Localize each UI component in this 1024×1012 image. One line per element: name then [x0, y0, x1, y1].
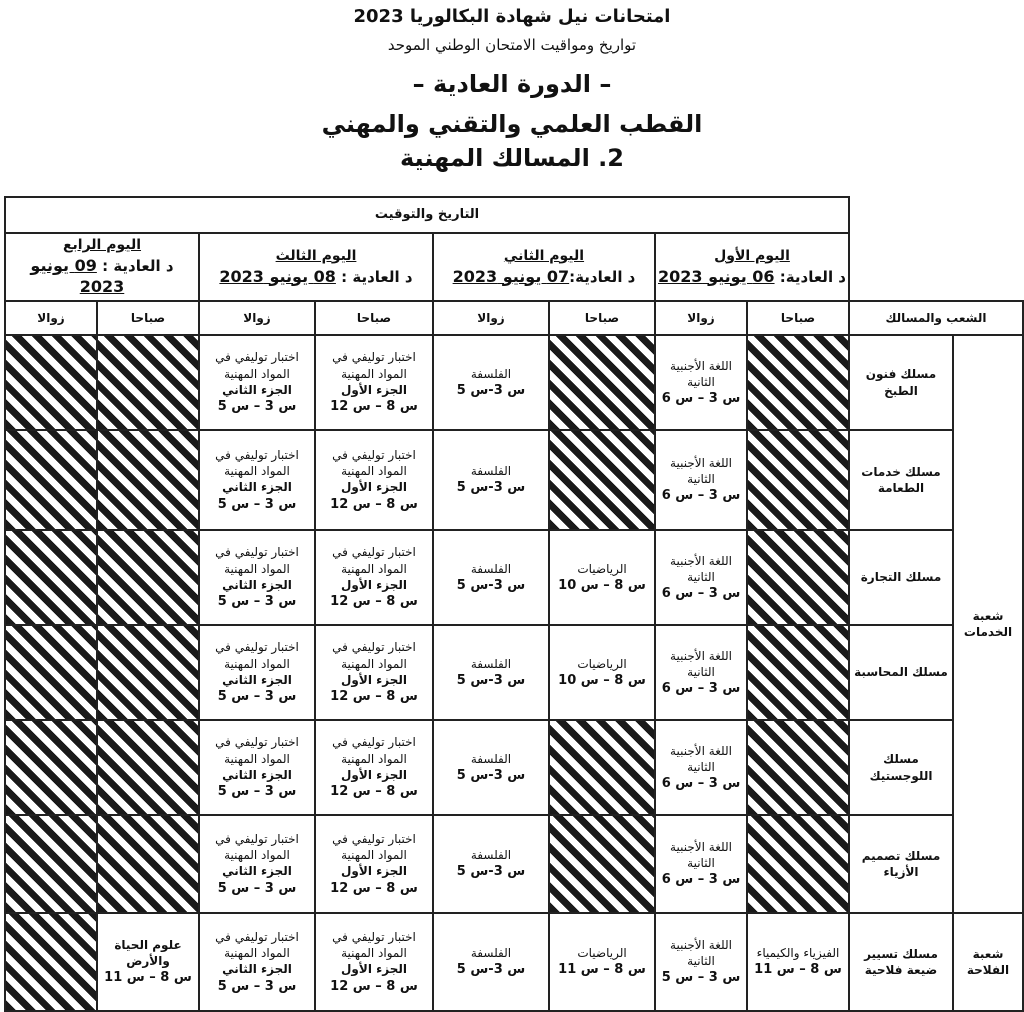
track-accounting: مسلك المحاسبة — [849, 625, 953, 720]
exam-cell: اختبار توليفي في المواد المهنية الجزء الأول س 8 – س 12 — [315, 335, 433, 430]
exam-cell: اختبار توليفي في المواد المهنية الجزء الأول س 8 – س 12 — [315, 720, 433, 815]
exam-cell: اللغة الأجنبية الثانية س 3 – س 6 — [655, 335, 747, 430]
day1-morning: صباحا — [747, 301, 849, 335]
day3-morning: صباحا — [315, 301, 433, 335]
exam-cell: الفلسفة س 3-س 5 — [433, 335, 549, 430]
empty-cell — [5, 530, 97, 625]
empty-cell — [97, 815, 199, 913]
track-commerce: مسلك التجارة — [849, 530, 953, 625]
empty-cell — [747, 430, 849, 530]
day-2-header: اليوم الثاني د العادية:07 يونيو 2023 — [433, 233, 655, 301]
exam-cell: الفلسفة س 3-س 5 — [433, 913, 549, 1011]
session-title: – الدورة العادية – — [412, 70, 612, 98]
empty-cell — [5, 720, 97, 815]
table-row — [5, 913, 1023, 1011]
schedule-table — [4, 196, 1024, 1012]
day-3-header: اليوم الثالث د العادية : 08 يونيو 2023 — [199, 233, 433, 301]
table-row — [5, 335, 1023, 430]
exam-cell: الفلسفة س 3-س 5 — [433, 720, 549, 815]
empty-cell — [97, 430, 199, 530]
empty-cell — [5, 430, 97, 530]
table-row — [5, 625, 1023, 720]
track-fashion-design: مسلك تصميم الأزياء — [849, 815, 953, 913]
empty-cell — [5, 335, 97, 430]
day-4-header: اليوم الرابع د العادية : 09 يونيو 2023 — [5, 233, 199, 301]
exam-cell: اختبار توليفي في المواد المهنية الجزء الثاني س 3 – س 5 — [199, 530, 315, 625]
branches-header: الشعب والمسالك — [849, 301, 1023, 335]
exam-cell: اللغة الأجنبية الثانية س 3 – س 6 — [655, 720, 747, 815]
track-food-services: مسلك خدمات الطعامة — [849, 430, 953, 530]
exam-cell: الرياضيات س 8 – س 10 — [549, 530, 655, 625]
exam-cell: علوم الحياة والأرض س 8 – س 11 — [97, 913, 199, 1011]
empty-cell — [747, 815, 849, 913]
day3-afternoon: زوالا — [199, 301, 315, 335]
empty-cell — [5, 815, 97, 913]
empty-cell — [549, 815, 655, 913]
exam-cell: اللغة الأجنبية الثانية س 3 – س 6 — [655, 625, 747, 720]
exam-cell: اللغة الأجنبية الثانية س 3 – س 6 — [655, 815, 747, 913]
table-row — [5, 815, 1023, 913]
table-row — [5, 530, 1023, 625]
track-logistics: مسلك اللوجستيك — [849, 720, 953, 815]
empty-cell — [747, 530, 849, 625]
exam-cell: اختبار توليفي في المواد المهنية الجزء الثاني س 3 – س 5 — [199, 815, 315, 913]
empty-cell — [5, 625, 97, 720]
empty-cell — [5, 913, 97, 1011]
exam-cell: الرياضيات س 8 – س 11 — [549, 913, 655, 1011]
empty-cell — [747, 720, 849, 815]
empty-cell — [747, 335, 849, 430]
exam-cell: الفلسفة س 3-س 5 — [433, 815, 549, 913]
exam-cell: الفلسفة س 3-س 5 — [433, 530, 549, 625]
day4-afternoon: زوالا — [5, 301, 97, 335]
exam-cell: اختبار توليفي في المواد المهنية الجزء الثاني س 3 – س 5 — [199, 335, 315, 430]
track-farm-management: مسلك تسيير ضيعة فلاحية — [849, 913, 953, 1011]
exam-cell: اختبار توليفي في المواد المهنية الجزء الثاني س 3 – س 5 — [199, 720, 315, 815]
exam-cell: اختبار توليفي في المواد المهنية الجزء الأول س 8 – س 12 — [315, 430, 433, 530]
empty-cell — [97, 335, 199, 430]
exam-cell: اختبار توليفي في المواد المهنية الجزء الأول س 8 – س 12 — [315, 625, 433, 720]
branch-services: شعبة الخدمات — [953, 335, 1023, 913]
day1-afternoon: زوالا — [655, 301, 747, 335]
exam-cell: الفيزياء والكيمياء س 8 – س 11 — [747, 913, 849, 1011]
exam-cell: الفلسفة س 3-س 5 — [433, 625, 549, 720]
exam-cell: اللغة الأجنبية الثانية س 3 – س 6 — [655, 530, 747, 625]
exam-cell: اختبار توليفي في المواد المهنية الجزء الأول س 8 – س 12 — [315, 913, 433, 1011]
empty-cell — [97, 720, 199, 815]
exam-cell: اختبار توليفي في المواد المهنية الجزء الأول س 8 – س 12 — [315, 530, 433, 625]
exam-subtitle: تواريخ ومواقيت الامتحان الوطني الموحد — [387, 36, 637, 54]
empty-cell — [747, 625, 849, 720]
table-row — [5, 720, 1023, 815]
table-row — [5, 430, 1023, 530]
exam-cell: اختبار توليفي في المواد المهنية الجزء الثاني س 3 – س 5 — [199, 625, 315, 720]
exam-cell: الرياضيات س 8 – س 10 — [549, 625, 655, 720]
day-1-header: اليوم الأول د العادية: 06 يونيو 2023 — [655, 233, 849, 301]
exam-title: امتحانات نيل شهادة البكالوريا 2023 — [353, 6, 671, 27]
empty-cell — [549, 335, 655, 430]
empty-cell — [97, 625, 199, 720]
day2-afternoon: زوالا — [433, 301, 549, 335]
exam-cell: اختبار توليفي في المواد المهنية الجزء الثاني س 3 – س 5 — [199, 913, 315, 1011]
exam-cell: اختبار توليفي في المواد المهنية الجزء الثاني س 3 – س 5 — [199, 430, 315, 530]
exam-cell: اللغة الأجنبية الثانية س 3 – س 6 — [655, 430, 747, 530]
branch-agriculture: شعبة الفلاحة — [953, 913, 1023, 1011]
exam-cell: اختبار توليفي في المواد المهنية الجزء الأول س 8 – س 12 — [315, 815, 433, 913]
empty-cell — [549, 430, 655, 530]
exam-cell: الفلسفة س 3-س 5 — [433, 430, 549, 530]
section-title: 2. المسالك المهنية — [400, 144, 624, 172]
date-time-header: التاريخ والتوقيت — [5, 197, 849, 233]
empty-cell — [97, 530, 199, 625]
empty-cell — [549, 720, 655, 815]
day4-morning: صباحا — [97, 301, 199, 335]
track-culinary: مسلك فنون الطبخ — [849, 335, 953, 430]
exam-cell: اللغة الأجنبية الثانية س 3 – س 5 — [655, 913, 747, 1011]
pole-title: القطب العلمي والتقني والمهني — [321, 110, 703, 138]
day2-morning: صباحا — [549, 301, 655, 335]
